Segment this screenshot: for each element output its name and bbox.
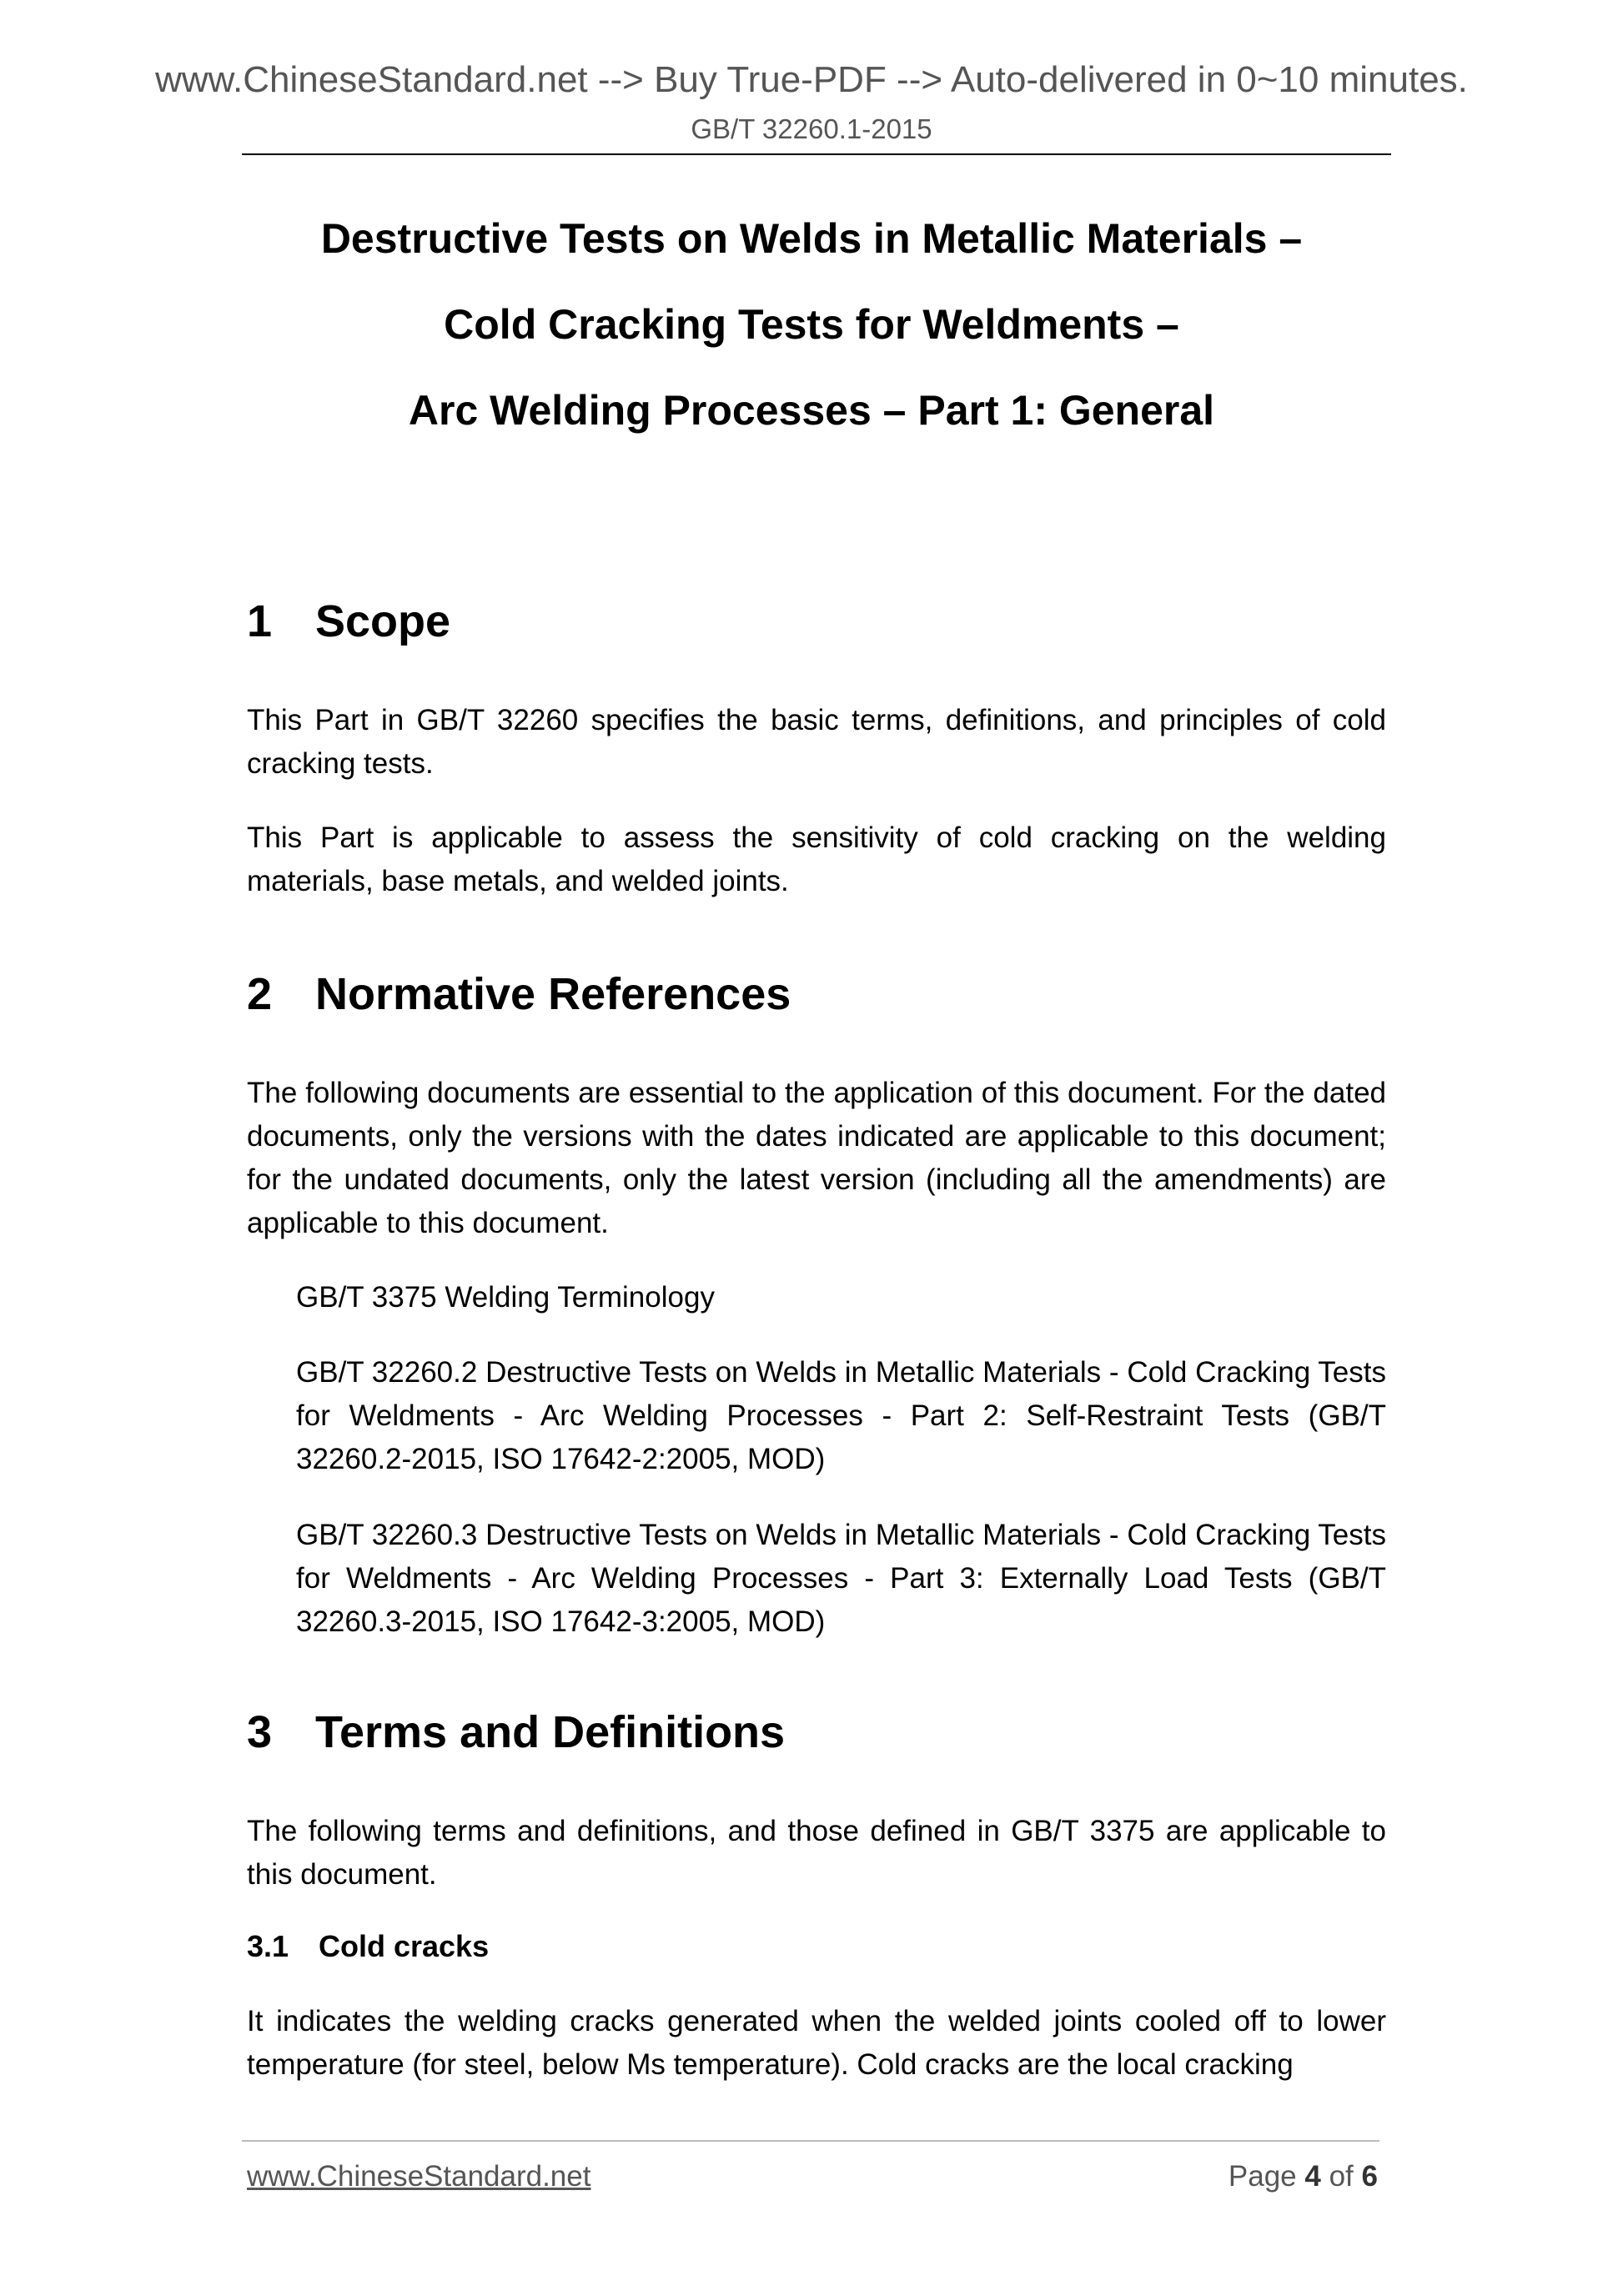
section-heading-scope [247, 595, 450, 649]
header-doc-number: GB/T 32260.1-2015 [691, 113, 932, 144]
page-total: 6 [1361, 2160, 1378, 2193]
page-prefix: Page [1228, 2160, 1297, 2193]
reference-gbt-32260-3: GB/T 32260.3 Destructive Tests on Welds in Metallic Materials - Cold Cracking Tests for Weldments - Arc Welding Processes - Part 3: Externally Load Tests (GB/T 32260.3-2015, ISO 17642-3:2005, MOD) [296, 1519, 1386, 1638]
section-number: 2 [247, 969, 273, 1019]
subsection-title: Cold cracks [319, 1929, 490, 1963]
title-line-3: Arc Welding Processes – Part 1: General [408, 387, 1215, 434]
reference-gbt-3375: GB/T 3375 Welding Terminology [296, 1281, 715, 1314]
scope-paragraph-1: This Part in GB/T 32260 specifies the basic terms, definitions, and principles of cold cracking tests. [247, 704, 1386, 780]
subsection-number: 3.1 [247, 1929, 289, 1963]
scope-paragraph-2: This Part is applicable to assess the sensitivity of cold cracking on the welding materials, base metals, and welded joints. [247, 821, 1386, 897]
normative-intro-paragraph: The following documents are essential to the application of this document. For the dated documents, only the versions with the dates indicated are applicable to this document; for the undated documents, only the latest version (including all the amendments) are applicable to this document. [247, 1077, 1386, 1239]
terms-intro-paragraph: The following terms and definitions, and those defined in GB/T 3375 are applicable to this document. [247, 1815, 1386, 1891]
page-of: of [1329, 2160, 1354, 2193]
section-title: Terms and Definitions [315, 1707, 786, 1757]
section-heading-terms-definitions [247, 1706, 785, 1760]
header-divider [242, 153, 1391, 155]
reference-gbt-32260-2: GB/T 32260.2 Destructive Tests on Welds in Metallic Materials - Cold Cracking Tests for Weldments - Arc Welding Processes - Part 2: Self-Restraint Tests (GB/T 32260.2-2015, ISO 17642-2:2005, MOD) [296, 1356, 1386, 1475]
subsection-heading-cold-cracks [247, 1928, 489, 1964]
section-number: 3 [247, 1707, 273, 1757]
section-heading-normative-references [247, 967, 791, 1022]
cold-cracks-definition: It indicates the welding cracks generated when the welded joints cooled off to lower temperature (for steel, below Ms temperature). Cold cracks are the local cracking [247, 2005, 1386, 2081]
header-banner[interactable]: www.ChineseStandard.net --> Buy True-PDF --> Auto-delivered in 0~10 minutes. [155, 59, 1468, 100]
footer-page-indicator [1229, 2160, 1378, 2193]
footer-divider [242, 2140, 1379, 2142]
section-title: Normative References [315, 969, 791, 1019]
title-line-1: Destructive Tests on Welds in Metallic Materials – [320, 215, 1303, 262]
title-line-2: Cold Cracking Tests for Weldments – [444, 301, 1179, 348]
section-title: Scope [315, 596, 451, 646]
footer-website-link[interactable]: www.ChineseStandard.net [247, 2160, 591, 2193]
section-number: 1 [247, 596, 273, 646]
page-current: 4 [1304, 2160, 1321, 2193]
